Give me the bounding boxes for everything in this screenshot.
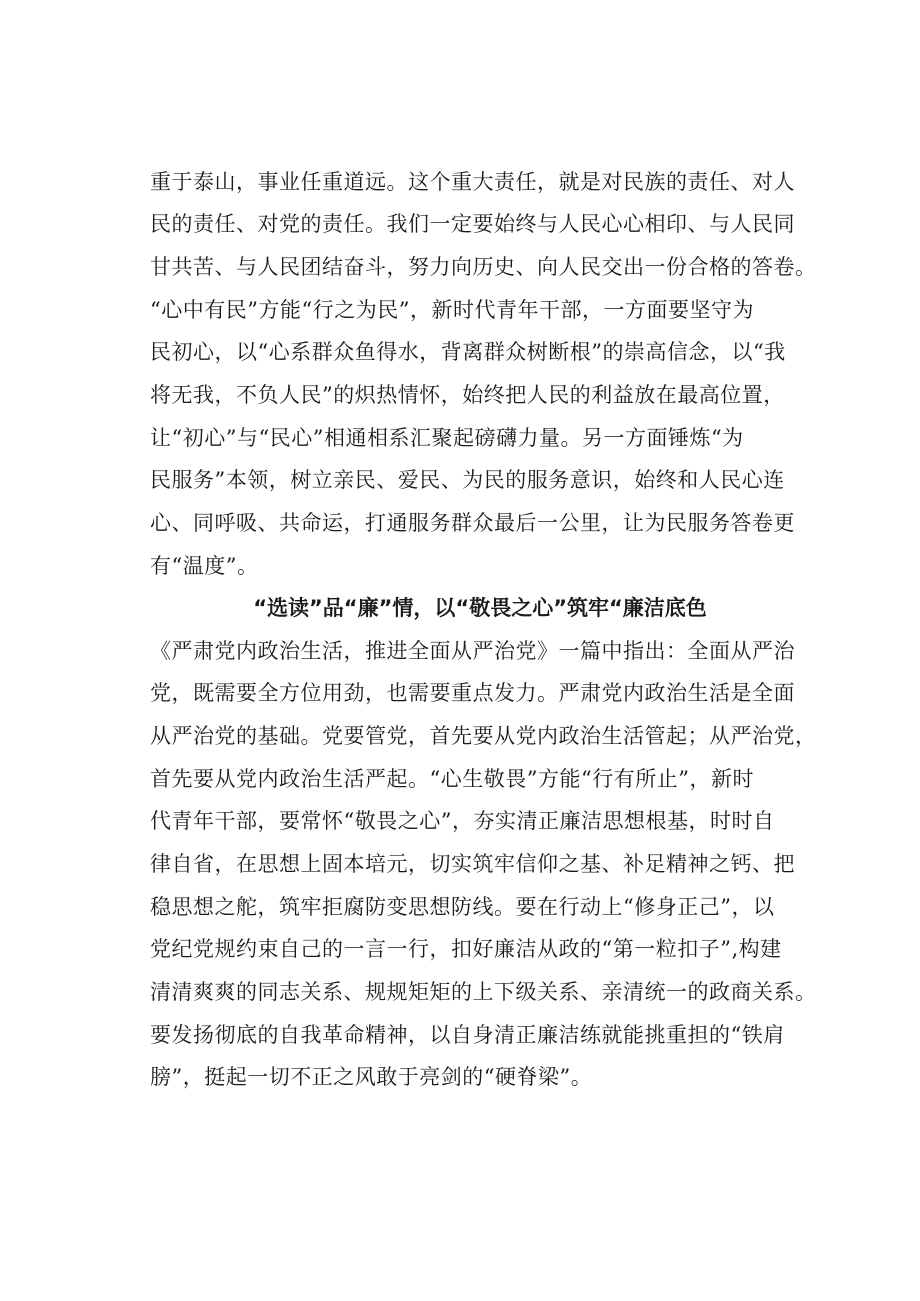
text-line: 清清爽爽的同志关系、规规矩矩的上下级关系、亲清统一的政商关系。 <box>150 980 817 1004</box>
text-line: 甘共苦、与人民团结奋斗，努力向历史、向人民交出一份合格的答卷。 <box>150 255 817 279</box>
text-line: 民的责任、对党的责任。我们一定要始终与人民心心相印、与人民同 <box>150 212 795 236</box>
text-line: 让“初心”与“民心”相通相系汇聚起磅礴力量。另一方面锤炼“为 <box>150 426 744 450</box>
text-line: 民初心，以“心系群众鱼得水，背离群众树断根”的崇高信念，以“我 <box>150 340 786 364</box>
text-line: 重于泰山，事业任重道远。这个重大责任，就是对民族的责任、对人 <box>150 170 795 194</box>
text-line: “心中有民”方能“行之为民”，新时代青年干部，一方面要坚守为 <box>150 298 754 322</box>
text-line: 要发扬彻底的自我革命精神，以自身清正廉洁练就能挑重担的“铁肩 <box>150 1023 785 1047</box>
text-line: 《严肃党内政治生活，推进全面从严治党》一篇中指出：全面从严治 <box>150 639 795 663</box>
text-line: 律自省，在思想上固本培元，切实筑牢信仰之基、补足精神之钙、把 <box>150 852 795 876</box>
text-line: 将无我，不负人民”的炽热情怀，始终把人民的利益放在最高位置， <box>150 383 785 407</box>
text-line: 民服务”本领，树立亲民、爱民、为民的服务意识，始终和人民心连 <box>150 468 785 492</box>
text-line: 代青年干部，要常怀“敬畏之心”，夯实清正廉洁思想根基，时时自 <box>150 809 775 833</box>
text-line: 党纪党规约束自己的一言一行，扣好廉洁从政的“第一粒扣子”,构建 <box>150 937 782 961</box>
text-line: 有“温度”。 <box>150 554 259 578</box>
text-line: 稳思想之舵，筑牢拒腐防变思想防线。要在行动上“修身正己”，以 <box>150 895 775 919</box>
text-line: 首先要从党内政治生活严起。“心生敬畏”方能“行有所止”，新时 <box>150 767 754 791</box>
section-heading: “选读”品“廉”情，以“敬畏之心”筑牢“廉洁底色 <box>253 596 707 620</box>
text-line: 心、同呼吸、共命运，打通服务群众最后一公里，让为民服务答卷更 <box>150 511 795 535</box>
text-line: 膀”，挺起一切不正之风敢于亮剑的“硬脊梁”。 <box>150 1065 593 1089</box>
text-line: 党，既需要全方位用劲，也需要重点发力。严肃党内政治生活是全面 <box>150 681 795 705</box>
text-line: 从严治党的基础。党要管党，首先要从党内政治生活管起；从严治党， <box>150 724 817 748</box>
